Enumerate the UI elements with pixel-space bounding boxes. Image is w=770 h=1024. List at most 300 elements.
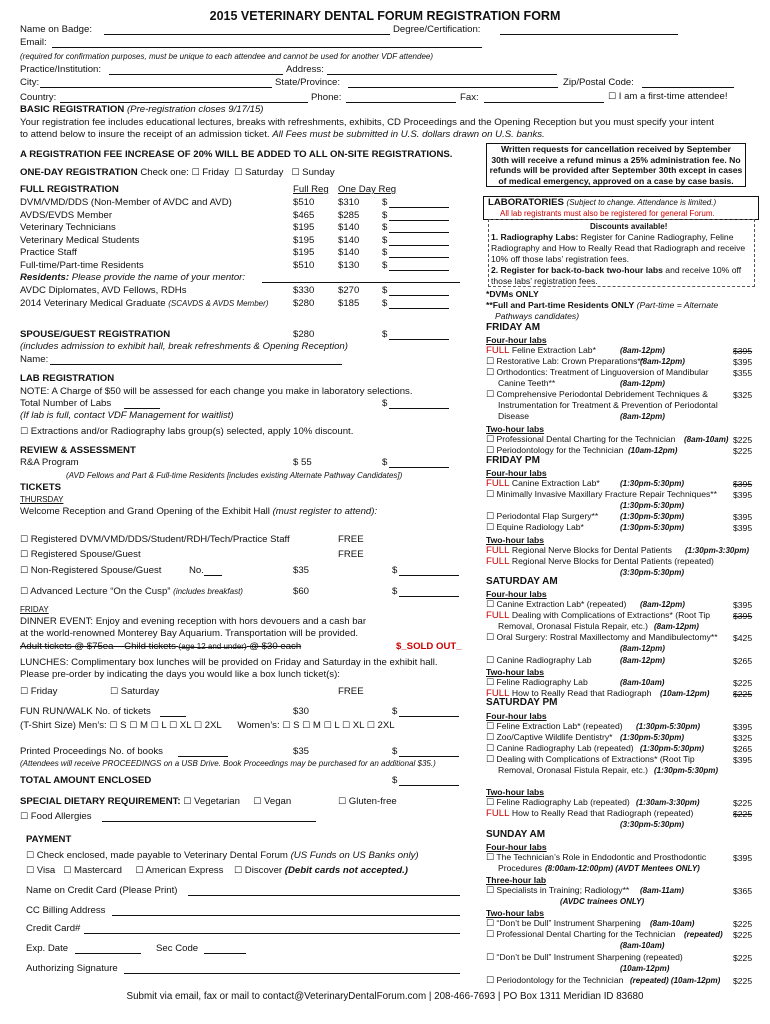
lunch-free: FREE	[338, 686, 364, 697]
lab-time: (10am-12pm)	[620, 964, 670, 973]
refund-line: 30th will receive a refund minus a 25% administration fee. No	[491, 154, 741, 165]
check-checkbox[interactable]: ☐	[26, 851, 35, 861]
lab-item-cont	[498, 863, 542, 874]
lab-title: Feline Radiography Lab	[496, 677, 588, 687]
non-registered-qty[interactable]	[204, 565, 222, 576]
child-tickets: Child tickets	[124, 641, 176, 652]
one-day-price: $185	[338, 297, 360, 309]
visa-checkbox[interactable]: ☐	[26, 866, 35, 876]
size-checkbox[interactable]: ☐	[169, 721, 178, 731]
lunch-saturday-checkbox[interactable]: ☐	[110, 687, 119, 697]
lab-title: Specialists in Training; Radiology**	[496, 885, 630, 895]
vegetarian-checkbox[interactable]: ☐	[183, 797, 192, 807]
discover-checkbox[interactable]: ☐	[234, 866, 243, 876]
one-day-price: $270	[338, 285, 360, 296]
residents-row	[20, 272, 245, 285]
lab-checkbox[interactable]: ☐	[486, 512, 495, 522]
size-label: XL	[352, 720, 365, 731]
address-field[interactable]	[327, 64, 557, 75]
size-checkbox[interactable]: ☐	[282, 721, 291, 731]
email-field[interactable]	[52, 37, 482, 48]
lab-price: $395	[733, 479, 753, 489]
lab-time: (3:30pm-5:30pm)	[620, 568, 685, 577]
lab-checkbox[interactable]: ☐	[486, 490, 495, 500]
registered-spouse-checkbox[interactable]: ☐	[20, 550, 29, 560]
sunday-checkbox[interactable]: ☐	[291, 168, 300, 178]
total-labs-field[interactable]	[124, 398, 160, 409]
registered-spouse-label: Registered Spouse/Guest	[30, 549, 141, 560]
registered-free: FREE	[338, 534, 364, 545]
lab-item[interactable]	[486, 345, 596, 356]
review-subtotal[interactable]	[389, 457, 449, 468]
signature-field[interactable]	[124, 963, 460, 974]
full-part-note: (Part-time = Alternate	[636, 300, 719, 310]
advanced-row[interactable]	[20, 586, 243, 599]
lab-full-badge: FULL	[486, 478, 510, 489]
name-card-label: Name on Credit Card (Please Print)	[26, 885, 178, 896]
lunch-saturday-row[interactable]	[110, 686, 159, 699]
check-label: Check enclosed, made payable to Veterinary Dental Forum	[36, 850, 288, 861]
lunch-line2: Please pre-order by indicating the days you would like a box lunch ticket(s):	[20, 669, 340, 680]
lab-length-heading: Three-hour lab	[486, 875, 547, 885]
lab-price: $395	[733, 490, 753, 500]
lab-time: (3:30pm-5:30pm)	[620, 820, 685, 829]
dinner-tickets-row	[20, 641, 301, 654]
lab-length-heading: Two-hour labs	[486, 535, 545, 545]
total-field[interactable]	[399, 775, 459, 786]
lab-item[interactable]	[486, 632, 718, 644]
billing-label: CC Billing Address	[26, 905, 106, 916]
exp-label: Exp. Date	[26, 943, 69, 954]
lab-length-heading: Four-hour labs	[486, 468, 547, 478]
lab-title: Oral Surgery: Rostral Maxillectomy and Mandibulectomy**	[496, 632, 718, 642]
mastercard-checkbox[interactable]: ☐	[63, 866, 72, 876]
review-program: R&A Program	[20, 457, 79, 468]
advanced-subtotal[interactable]	[399, 586, 459, 597]
name-card-field[interactable]	[188, 885, 460, 896]
lab-price: $225	[733, 435, 753, 445]
lab-time: (8am-12pm)	[620, 656, 665, 665]
lab-title: Periodontology for the Technician	[496, 975, 624, 985]
lab-checkbox[interactable]: ☐	[486, 656, 495, 666]
basic-heading: BASIC REGISTRATION	[20, 104, 125, 115]
lab-price: $365	[733, 886, 753, 896]
row-subtotal[interactable]	[389, 298, 449, 309]
non-registered-dollar: $	[392, 565, 398, 576]
lab-time: (8am-11am)	[640, 886, 684, 895]
row-subtotal[interactable]	[389, 197, 449, 208]
registered-row[interactable]	[20, 534, 290, 547]
lab-title: Zoo/Captive Wildlife Dentistry*	[496, 732, 613, 742]
spouse-heading: SPOUSE/GUEST REGISTRATION	[20, 329, 171, 340]
full-reg-price: $195	[293, 222, 315, 233]
size-label: L	[334, 720, 340, 731]
lab-item-cont	[498, 765, 648, 776]
lab-checkbox[interactable]: ☐	[486, 930, 495, 940]
one-day-col: One Day Reg	[338, 184, 397, 195]
lab-time: (repeated) (10am-12pm)	[630, 976, 721, 985]
row-dollar: $	[382, 297, 388, 309]
fax-field[interactable]	[484, 92, 604, 103]
size-label: 2XL	[204, 720, 222, 731]
registered-spouse-row[interactable]	[20, 549, 141, 562]
card-label: Credit Card#	[26, 923, 81, 934]
lab-price: $395	[733, 523, 753, 533]
welcome-label: Welcome Reception and Grand Opening of the Exhibit Hall	[20, 506, 270, 517]
size-checkbox[interactable]: ☐	[341, 721, 351, 731]
row-dollar: $	[382, 222, 388, 233]
row-dollar: $	[382, 234, 388, 246]
lab-price: $225	[733, 930, 753, 940]
city-field[interactable]	[40, 77, 272, 88]
lab-checkbox[interactable]: ☐	[486, 435, 495, 445]
fun-run-qty[interactable]	[160, 706, 186, 717]
fee-row-label	[20, 210, 112, 223]
lab-item-cont	[498, 400, 718, 411]
lunch-friday-row[interactable]	[20, 686, 57, 699]
review-price: $ 55	[293, 457, 312, 468]
lab-checkbox[interactable]: ☐	[486, 919, 495, 929]
row-subtotal[interactable]	[389, 285, 449, 296]
discover-label: Discover	[244, 865, 283, 876]
lab-title: Restorative Lab: Crown Preparations**	[496, 356, 645, 366]
full-reg-heading: FULL REGISTRATION	[20, 184, 119, 195]
lab-title: Canine Extraction Lab* (repeated)	[496, 599, 627, 609]
lab-checkbox[interactable]: ☐	[486, 733, 495, 743]
size-checkbox[interactable]: ☐	[366, 721, 375, 731]
size-checkbox[interactable]: ☐	[129, 721, 138, 731]
size-label: S	[293, 720, 300, 731]
zip-field[interactable]	[642, 77, 734, 88]
lab-price: $395	[733, 611, 753, 621]
amex-checkbox[interactable]: ☐	[135, 866, 144, 876]
thursday-label: THURSDAY	[20, 495, 64, 504]
discount-checkbox[interactable]: ☐	[20, 427, 29, 437]
row-subtotal[interactable]	[389, 247, 449, 258]
advanced-price: $60	[293, 586, 310, 597]
full-reg-price: $510	[293, 197, 315, 208]
lab-title: Canine Radiography Lab	[496, 655, 592, 665]
lab-price: $225	[733, 678, 753, 688]
basic-para1: Your registration fee includes educational lectures, breaks with refreshments, exhibits, CD Proceedings and the Opening Reception but you must specify your intent	[20, 117, 714, 128]
lab-price: $355	[733, 368, 753, 378]
lab-checkbox[interactable]: ☐	[486, 853, 495, 863]
lab-item[interactable]	[486, 556, 714, 567]
vegan-checkbox[interactable]: ☐	[253, 797, 262, 807]
allergies-field[interactable]	[102, 811, 316, 822]
lab-price: $395	[733, 755, 753, 765]
mastercard-label: Mastercard	[74, 865, 122, 876]
practice-field[interactable]	[109, 64, 283, 75]
lab-item[interactable]	[486, 478, 600, 489]
non-registered-checkbox[interactable]: ☐	[20, 566, 29, 576]
amex-label: American Express	[145, 865, 224, 876]
one-day-row	[20, 167, 335, 180]
lab-title: Professional Dental Charting for the Technician	[496, 929, 676, 939]
basic-para2b: All Fees must be submitted in U.S. dollars drawn on U.S. banks.	[272, 129, 545, 140]
advanced-note: (includes breakfast)	[173, 587, 243, 596]
spouse-dollar: $	[382, 329, 388, 340]
registered-spouse-free: FREE	[338, 549, 364, 560]
full-part-note2: Pathways candidates)	[495, 311, 580, 321]
lab-time: (8am-10am)	[684, 435, 729, 444]
phone-field[interactable]	[346, 92, 456, 103]
one-day-price: $140	[338, 234, 360, 246]
lab-day-heading: SATURDAY PM	[486, 697, 558, 708]
welcome-row	[20, 506, 377, 519]
lab-checkbox[interactable]: ☐	[486, 755, 495, 765]
lab-checkbox[interactable]: ☐	[486, 953, 495, 963]
basic-para2	[20, 129, 545, 142]
lab-title: Canine Extraction Lab*	[511, 478, 600, 488]
lab-length-heading: Two-hour labs	[486, 908, 545, 918]
lab-length-heading: Four-hour labs	[486, 589, 547, 599]
practice-label: Practice/Institution:	[20, 64, 102, 75]
lab-item[interactable]	[486, 975, 623, 987]
lab-time: (1:30pm-5:30pm)	[620, 501, 685, 510]
lab-checkbox[interactable]: ☐	[486, 390, 495, 400]
state-label: State/Province:	[275, 77, 341, 88]
labs-heading: LABORATORIES	[488, 197, 564, 208]
allergies-row[interactable]	[20, 811, 92, 824]
dinner-line1: DINNER EVENT: Enjoy and evening reception with hors devouers and a cash bar	[20, 616, 367, 627]
total-dollar: $	[392, 775, 398, 786]
lab-checkbox[interactable]: ☐	[486, 633, 495, 643]
size-checkbox[interactable]: ☐	[150, 721, 159, 731]
check-note: (US Funds on US Banks only)	[290, 850, 419, 861]
lab-checkbox[interactable]: ☐	[486, 744, 495, 754]
discount-2a: 2. Register for back-to-back two-hour labs	[491, 265, 663, 275]
lab-item-cont	[498, 378, 555, 389]
lab-checkbox[interactable]: ☐	[486, 600, 495, 610]
lab-checkbox[interactable]: ☐	[486, 678, 495, 688]
lab-full-badge: FULL	[486, 545, 510, 556]
first-time-row[interactable]	[608, 91, 728, 104]
country-label: Country:	[20, 92, 57, 103]
lab-price: $395	[733, 722, 753, 732]
child-note: (age 12 and under)	[178, 642, 247, 651]
size-label: 2XL	[377, 720, 395, 731]
lab-item[interactable]	[486, 522, 584, 534]
lab-price: $395	[733, 853, 753, 863]
labs-subtotal[interactable]	[389, 398, 449, 409]
lab-item-cont	[498, 411, 529, 422]
check-row[interactable]	[26, 850, 419, 863]
fee-row-label	[20, 298, 268, 311]
total-label: TOTAL AMOUNT ENCLOSED	[20, 775, 152, 786]
lab-time: (8:00am-12:00pm) (AVDT Mentees ONLY)	[545, 864, 700, 873]
one-day-price: $285	[338, 209, 360, 221]
one-day-price: $140	[338, 222, 360, 233]
saturday-checkbox[interactable]: ☐	[234, 168, 243, 178]
discount-row[interactable]	[20, 426, 353, 439]
one-day-label: ONE-DAY REGISTRATION	[20, 167, 138, 178]
lab-price: $225	[733, 953, 753, 963]
refund-line: Written requests for cancellation received by September	[500, 144, 732, 154]
lab-full-badge: FULL	[486, 345, 510, 356]
lab-checkbox[interactable]: ☐	[486, 368, 495, 378]
discount-1c: Radiography and How to Really Read that Radiograph and receive	[491, 243, 746, 253]
gluten-row[interactable]	[338, 796, 397, 809]
lab-title: Dealing with Complications of Extractions* (Root Tip	[496, 754, 695, 764]
row-dollar: $	[382, 209, 388, 221]
row-subtotal[interactable]	[389, 260, 449, 271]
size-checkbox[interactable]: ☐	[302, 721, 311, 731]
lab-title: Canine Teeth**	[498, 378, 556, 388]
lab-day-heading: FRIDAY PM	[486, 455, 540, 466]
fee-row-text: DVM/VMD/DDS (Non-Member of AVDC and AVD)	[20, 197, 232, 208]
proceedings-qty[interactable]	[178, 746, 228, 757]
discount-2c: those labs’ registration fees.	[491, 276, 598, 286]
fee-row-label	[20, 235, 139, 248]
discount-1b: Register for Canine Radiography, Feline	[580, 232, 734, 242]
residents-label: Residents:	[20, 272, 70, 283]
lab-time: (repeated)	[684, 930, 723, 939]
mentor-field[interactable]	[262, 272, 460, 283]
lab-price: $225	[733, 809, 753, 819]
discount-2b: and receive 10% off	[665, 265, 742, 275]
dietary-row	[20, 796, 291, 809]
basic-heading-note: (Pre-registration closes 9/17/15)	[126, 104, 264, 115]
lab-item[interactable]	[486, 808, 693, 819]
vegan-label: Vegan	[264, 796, 292, 807]
row-subtotal[interactable]	[389, 222, 449, 233]
lab-price: $395	[733, 600, 753, 610]
lab-title: How to Really Read that Radiograph	[511, 688, 652, 698]
proceedings-label: Printed Proceedings No. of books	[20, 746, 163, 757]
non-registered-no: No.	[189, 565, 204, 576]
lab-checkbox[interactable]: ☐	[486, 798, 495, 808]
proceedings-subtotal[interactable]	[399, 746, 459, 757]
lab-item[interactable]	[486, 545, 672, 556]
size-checkbox[interactable]: ☐	[323, 721, 332, 731]
lab-checkbox[interactable]: ☐	[486, 357, 495, 367]
lab-full-badge: FULL	[486, 808, 510, 819]
sec-label: Sec Code	[156, 943, 199, 954]
fun-run-dollar: $	[392, 706, 398, 717]
friday-checkbox[interactable]: ☐	[191, 168, 200, 178]
basic-para2a: to attend below to insure the receipt of an admission ticket.	[20, 129, 270, 140]
advanced-label: Advanced Lecture “On the Cusp”	[30, 586, 171, 597]
lunch-friday-checkbox[interactable]: ☐	[20, 687, 29, 697]
review-heading: REVIEW & ASSESSMENT	[20, 445, 136, 456]
discounts-heading: Discounts available!	[590, 222, 668, 231]
fun-run-subtotal[interactable]	[399, 706, 459, 717]
review-dollar: $	[382, 457, 388, 468]
size-label: M	[139, 720, 148, 731]
name-badge-field[interactable]	[104, 24, 390, 35]
spouse-price: $280	[293, 329, 315, 340]
full-part-label: **Full and Part-time Residents ONLY	[486, 300, 635, 310]
registered-checkbox[interactable]: ☐	[20, 535, 29, 545]
check-one-label: Check one:	[140, 167, 189, 178]
lab-time: (10am-12pm)	[628, 446, 678, 455]
size-checkbox[interactable]: ☐	[109, 721, 118, 731]
lab-title: “Don’t be Dull” Instrument Sharpening	[496, 918, 641, 928]
lab-checkbox[interactable]: ☐	[486, 886, 495, 896]
lab-time: (1:30pm-5:30pm)	[640, 744, 705, 753]
lab-time: (10am-12pm)	[660, 689, 710, 698]
non-registered-row[interactable]	[20, 565, 161, 578]
non-registered-label: Non-Registered Spouse/Guest	[30, 565, 162, 576]
friday-label: Friday	[202, 167, 229, 178]
labs-heading-note: (Subject to change. Attendance is limited.)	[566, 198, 717, 207]
spouse-subtotal[interactable]	[389, 329, 449, 340]
fee-row-text: Veterinary Medical Students	[20, 234, 140, 246]
lab-item[interactable]	[486, 610, 710, 621]
fee-row-text: 2014 Veterinary Medical Graduate	[20, 297, 166, 309]
country-field[interactable]	[60, 92, 308, 103]
fee-row-text: Practice Staff	[20, 247, 77, 258]
mens-label: (T-Shirt Size) Men’s:	[20, 720, 107, 731]
non-registered-subtotal[interactable]	[399, 565, 459, 576]
fee-row-label	[20, 222, 116, 235]
lab-time: (1:30am-3:30pm)	[636, 798, 700, 807]
spouse-name-field[interactable]	[50, 354, 342, 365]
row-subtotal[interactable]	[389, 210, 449, 221]
row-dollar: $	[382, 247, 388, 258]
lab-checkbox[interactable]: ☐	[486, 523, 495, 533]
lab-time: (1:30pm-5:30pm)	[620, 523, 685, 532]
lab-time: (1:30pm-5:30pm)	[654, 766, 719, 775]
advanced-checkbox[interactable]: ☐	[20, 587, 29, 597]
allergies-checkbox[interactable]: ☐	[20, 812, 29, 822]
lunch-line1: LUNCHES: Complimentary box lunches will be provided on Friday and Saturday in the exhibit hall.	[20, 657, 438, 668]
lab-checkbox[interactable]: ☐	[486, 446, 495, 456]
lab-time: (1:30pm-3:30pm)	[685, 546, 750, 555]
row-subtotal[interactable]	[389, 235, 449, 246]
lunch-saturday-label: Saturday	[120, 686, 160, 697]
lab-time: (8am-12pm)	[640, 357, 685, 366]
lab-price: $325	[733, 733, 753, 743]
lab-title: Comprehensive Periodontal Debridement Techniques &	[496, 389, 708, 399]
sec-field[interactable]	[204, 943, 246, 954]
lab-length-heading: Four-hour labs	[486, 842, 547, 852]
lab-title: Professional Dental Charting for the Technician	[496, 434, 676, 444]
residents-note: Please provide the name of your mentor:	[71, 272, 246, 283]
degree-field[interactable]	[500, 24, 678, 35]
tickets-heading: TICKETS	[20, 482, 62, 493]
spouse-note: (includes admission to exhibit hall, break refreshments & Opening Reception)	[20, 341, 348, 352]
size-checkbox[interactable]: ☐	[193, 721, 202, 731]
first-time-checkbox[interactable]: ☐	[608, 92, 617, 102]
billing-field[interactable]	[112, 905, 460, 916]
fee-row-note: (SCAVDS & AVDS Member)	[168, 298, 269, 308]
lab-title: Orthodontics: Treatment of Linguoversion of Mandibular	[496, 367, 709, 377]
lab-full-badge: FULL	[486, 688, 510, 699]
refund-line: refunds will be provided after September 30th except in cases	[489, 165, 743, 176]
state-field[interactable]	[348, 77, 558, 88]
lab-checkbox[interactable]: ☐	[486, 722, 495, 732]
lab-price: $225	[733, 689, 753, 699]
full-reg-price: $195	[293, 247, 315, 258]
dvms-only: *DVMs ONLY	[486, 289, 539, 299]
full-reg-col: Full Reg	[293, 184, 329, 195]
fun-run-label: FUN RUN/WALK No. of tickets	[20, 706, 151, 717]
review-note: (AVD Fellows and Part & Full-time Residents [includes existing Alternate Pathway Candidates])	[66, 471, 403, 480]
row-dollar: $	[382, 197, 388, 208]
row-dollar: $	[382, 259, 388, 271]
address-label: Address:	[286, 64, 324, 75]
footer: Submit via email, fax or mail to contact@VeterinaryDentalForum.com | 208-466-7693 | PO Box 1311 Meridian ID 83680	[126, 991, 644, 1002]
size-label: XL	[179, 720, 192, 731]
exp-field[interactable]	[75, 943, 141, 954]
gluten-checkbox[interactable]: ☐	[338, 797, 347, 807]
lab-checkbox[interactable]: ☐	[486, 976, 495, 986]
spouse-name-label: Name:	[20, 354, 49, 365]
card-field[interactable]	[84, 923, 460, 934]
fee-row-label	[20, 285, 187, 298]
